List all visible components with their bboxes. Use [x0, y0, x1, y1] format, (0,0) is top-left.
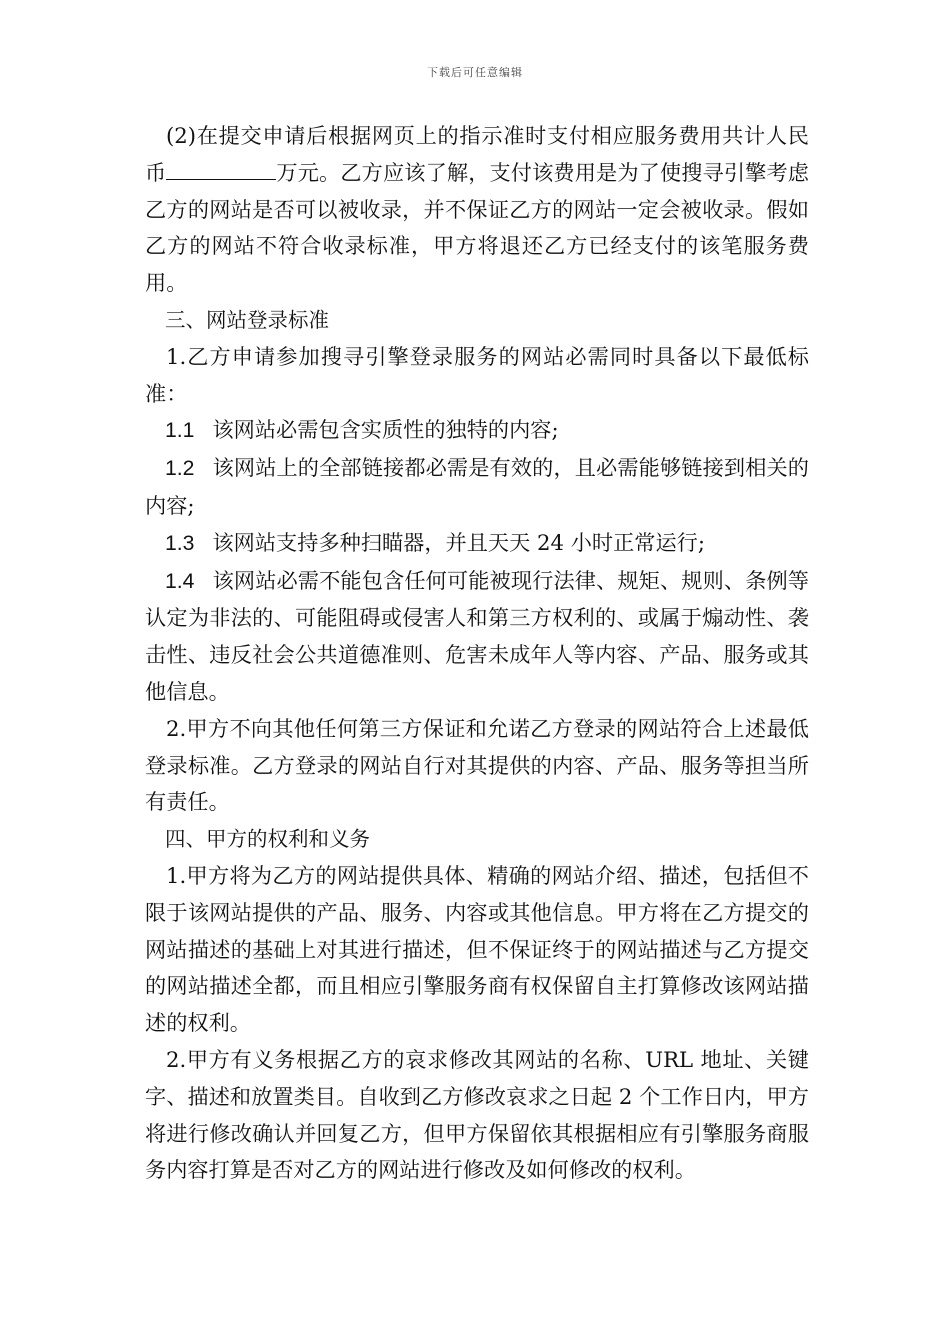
item-text: 该网站必需包含实质性的独特的内容;	[212, 417, 559, 443]
section-3-item-1-1	[145, 412, 809, 450]
item-number: 1.1	[165, 419, 195, 443]
item-text: 该网站支持多种扫瞄器，并且天天 24 小时正常运行;	[212, 529, 705, 555]
item-text: 该网站上的全部链接都必需是有效的，且必需能够链接到相关的内容;	[145, 455, 809, 518]
section-3-item-1-4	[145, 563, 809, 711]
item-number: 1.4	[165, 569, 195, 593]
document-body	[145, 118, 809, 1189]
section-3-item-1-3	[145, 525, 809, 563]
section-3-paragraph-2: 2.甲方不向其他任何第三方保证和允诺乙方登录的网站符合上述最低登录标准。乙方登录的网站自行对其提供的内容、产品、服务等担当所有责任。	[145, 715, 809, 815]
section-4-paragraph-1: 1.甲方将为乙方的网站提供具体、精确的网站介绍、描述，包括但不限于该网站提供的产品、服务、内容或其他信息。甲方将在乙方提交的网站描述的基础上对其进行描述，但不保证终于的网站描述与乙方提交的网站描述全都，而且相应引擎服务商有权保留自主打算修改该网站描述的权利。	[145, 862, 809, 1036]
section-4-paragraph-2: 2.甲方有义务根据乙方的哀求修改其网站的名称、URL 地址、关键字、描述和放置类目。自收到乙方修改哀求之日起 2 个工作日内，甲方将进行修改确认并回复乙方，但甲方保留依其根据相应有引擎服务商服务内容打算是否对乙方的网站进行修改及如何修改的权利。	[145, 1046, 809, 1183]
section-3-item-1-2	[145, 450, 809, 525]
page-header: 下载后可任意编辑	[427, 66, 523, 79]
payment-text-start: (2)在提交申请后根据网页上的指示准时支付相应服务费用共计人民币	[145, 123, 809, 185]
item-text: 该网站必需不能包含任何可能被现行法律、规矩、规则、条例等认定为非法的、可能阻碍或侵害人和第三方权利的、或属于煽动性、袭击性、违反社会公共道德准则、危害未成年人等内容、产品、服务或其他信息。	[145, 567, 809, 704]
item-number: 1.3	[165, 531, 195, 555]
section-heading-3: 三、网站登录标准	[165, 307, 329, 332]
amount-blank-field	[166, 159, 276, 180]
section-heading-4: 四、甲方的权利和义务	[165, 827, 370, 852]
item-number: 1.2	[165, 457, 195, 481]
payment-text-end: 万元。乙方应该了解，支付该费用是为了使搜寻引擎考虑乙方的网站是否可以被收录，并不保证乙方的网站一定会被收录。假如乙方的网站不符合收录标准，甲方将退还乙方已经支付的该笔服务费用。	[145, 159, 809, 296]
section-3-paragraph-1: 1.乙方申请参加搜寻引擎登录服务的网站必需同时具备以下最低标准：	[145, 343, 809, 406]
paragraph-payment	[145, 118, 809, 302]
